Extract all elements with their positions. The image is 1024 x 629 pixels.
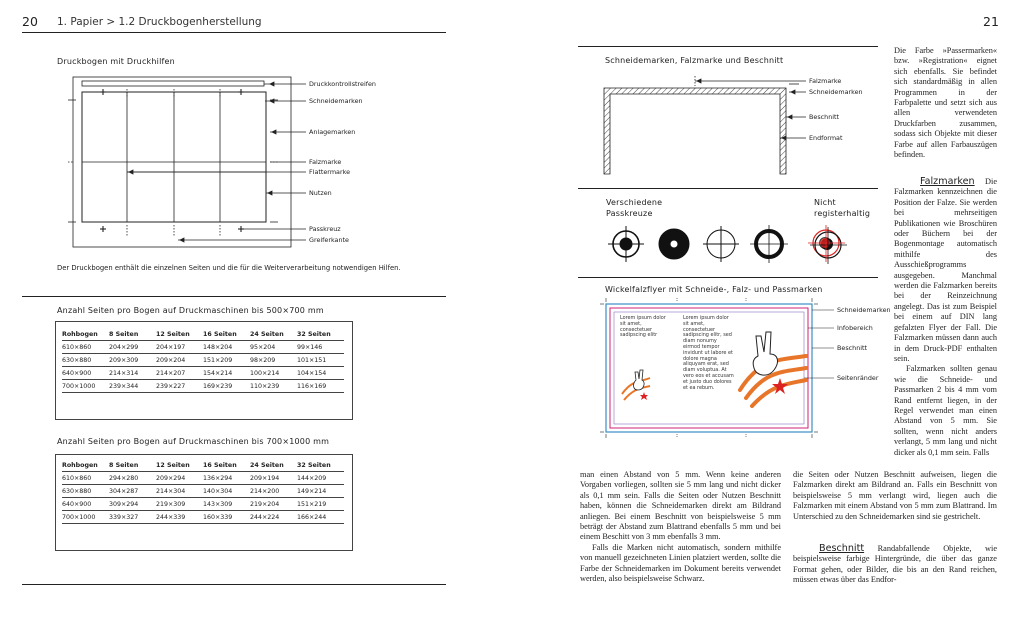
table-cell: 214×304 [156, 485, 203, 498]
table-row [62, 380, 344, 393]
table-header-row [62, 328, 344, 341]
table-cell: 151×219 [297, 498, 344, 511]
fig2-title: Schneidemarken, Falzmarke und Beschnitt [605, 56, 784, 65]
table-cell: 149×214 [297, 485, 344, 498]
register-marks [600, 222, 860, 266]
table-cell: 143×309 [203, 498, 250, 511]
label-beschnitt-2: Beschnitt [809, 113, 840, 121]
header-rule-left [22, 32, 446, 33]
body-column-2 [793, 470, 997, 586]
table-cell: 304×287 [109, 485, 156, 498]
fig4-title: Wickelfalzflyer mit Schneide-, Falz- und Passmarken [605, 285, 823, 294]
col-header: Rohbogen [62, 328, 109, 341]
cutmarks-diagram [600, 70, 810, 180]
col-header: 8 Seiten [109, 328, 156, 341]
beschnitt-keyword: Beschnitt [819, 543, 865, 555]
table-row [62, 341, 344, 354]
flyer-text-short: Lorem ipsum dolor sit amet, consectetuer sadipscing elitr [620, 315, 666, 339]
table-cell: 110×239 [250, 380, 297, 393]
label-falzmarke: Falzmarke [309, 158, 342, 166]
fig3-right-title-1: Nicht [814, 198, 836, 207]
flyer-text-long: Lorem ipsum dolor sit amet, consectetuer sadipscing elitr, sed diam nonumy eirmod tempor invidunt ut labore et dolore magna aliquyam erat, sed diam voluptua. At vero eos et accusam et justo duo dolores et ea rebum. [683, 315, 734, 391]
table1-title: Anzahl Seiten pro Bogen auf Druckmaschinen bis 500×700 mm [57, 306, 324, 315]
table-cell: 610×860 [62, 341, 109, 354]
page-number-left: 20 [22, 14, 38, 29]
table-cell: 239×344 [109, 380, 156, 393]
table-cell: 309×294 [109, 498, 156, 511]
sidebar-paragraph: Die Farbe »Passermarken« bzw. »Registration« eignet sich ebenfalls. Sie befindet sich standardmäßig in allen Programmen in der Farbpalette und setzt sich aus allen verwendeten Druckfarben zusammen, sodass sich Objekte mit dieser Farbe auf allen Farbauszügen befinden. [894, 46, 997, 160]
label-schneidemarken-2: Schneidemarken [809, 88, 863, 96]
table-cell: 630×880 [62, 354, 109, 367]
table-row [62, 498, 344, 511]
col-header: 16 Seiten [203, 459, 250, 472]
table2-title: Anzahl Seiten pro Bogen auf Druckmaschinen bis 700×1000 mm [57, 437, 330, 446]
falzmarken-section [894, 177, 997, 458]
col-header: 24 Seiten [250, 459, 297, 472]
fig3-right-title-2: registerhaltig [814, 209, 871, 218]
col-header: 16 Seiten [203, 328, 250, 341]
table-cell: 700×1000 [62, 380, 109, 393]
table-cell: 140×304 [203, 485, 250, 498]
label-beschnitt-3: Beschnitt [837, 344, 868, 352]
table-cell: 209×194 [250, 472, 297, 485]
label-infobereich: Infobereich [837, 324, 873, 332]
body-paragraph: die Seiten oder Nutzen Beschnitt aufweisen, liegen die Falzmarken direkt am Bildrand an. Falls ein Beschnitt von beispielsweise 5 mm verlangt wird, liegen auch die Falzmarken mit einem Abstand von 5 mm zum Blattrand. Im Unterschied zu den Schneidemarken sind sie gestrichelt. [793, 470, 997, 521]
section-rule-right-1 [578, 188, 878, 189]
label-endformat: Endformat [809, 134, 843, 142]
sidebar-text [894, 46, 997, 160]
label-falzmarke-2: Falzmarke [809, 77, 842, 85]
falzmarken-keyword: Falzmarken [920, 176, 975, 187]
table-cell: 239×227 [156, 380, 203, 393]
col-header: 12 Seiten [156, 328, 203, 341]
table-cell: 144×209 [297, 472, 344, 485]
table-row [62, 354, 344, 367]
table-cell: 98×209 [250, 354, 297, 367]
table-cell: 99×146 [297, 341, 344, 354]
table-cell: 214×200 [250, 485, 297, 498]
table-cell: 214×314 [109, 367, 156, 380]
table-row [62, 367, 344, 380]
label-flattermarke: Flattermarke [309, 168, 350, 176]
table-cell: 151×209 [203, 354, 250, 367]
table-cell: 209×294 [156, 472, 203, 485]
table-header-row [62, 459, 344, 472]
label-nutzen: Nutzen [309, 189, 332, 197]
table-cell: 294×280 [109, 472, 156, 485]
table-row [62, 485, 344, 498]
table1 [62, 328, 344, 393]
table-cell: 136×294 [203, 472, 250, 485]
fig1-caption: Der Druckbogen enthält die einzelnen Seiten und die für die Weiterverarbeitung notwendigen Hilfen. [57, 264, 401, 272]
running-head: 1. Papier > 1.2 Druckbogenherstellung [57, 16, 262, 28]
label-schneidemarken-3: Schneidemarken [837, 306, 891, 314]
fig3-left-title-2: Passkreuze [606, 209, 653, 218]
body-paragraph: man einen Abstand von 5 mm. Wenn keine anderen Vorgaben vorliegen, sollten sie 5 mm lang und nicht dicker als 0,1 mm sein. Falls die Seiten oder Nutzen Beschnitt haben, können die Schneidemarken direkt am Bildrand anliegen. Bei einem Beschnitt von beispielsweise 5 mm beträgt der Abstand zum Blattrand ebenfalls 5 mm und bei einem Beschitt von 3 mm ebenfalls 3 mm. [580, 470, 781, 542]
table-cell: 339×327 [109, 511, 156, 524]
section-rule-right-2 [578, 277, 878, 278]
label-greiferkante: Greiferkante [309, 236, 349, 244]
col-header: 8 Seiten [109, 459, 156, 472]
control-strip [82, 81, 264, 86]
table-row [62, 472, 344, 485]
table-cell: 244×224 [250, 511, 297, 524]
table-cell: 610×860 [62, 472, 109, 485]
table-cell: 700×1000 [62, 511, 109, 524]
table-cell: 630×880 [62, 485, 109, 498]
label-seitenraender: Seitenränder [837, 374, 879, 382]
label-schneidemarken: Schneidemarken [309, 97, 363, 105]
table-cell: 160×339 [203, 511, 250, 524]
table-cell: 95×204 [250, 341, 297, 354]
table-cell: 104×154 [297, 367, 344, 380]
table-cell: 219×204 [250, 498, 297, 511]
table-cell: 640×900 [62, 367, 109, 380]
fig3-left-title-1: Verschiedene [606, 198, 663, 207]
label-anlagemarken: Anlagemarken [309, 128, 356, 136]
table-cell: 209×309 [109, 354, 156, 367]
table-cell: 101×151 [297, 354, 344, 367]
body-paragraph: Falls die Marken nicht automatisch, sondern mithilfe von manuell gezeichneten Linien platziert werden, sollte die Farbe der Schneidemarken im Dokument bereits verwendet werden, also beispielsweise Schwarz. [580, 542, 781, 584]
table-cell: 209×204 [156, 354, 203, 367]
page-number-right: 21 [983, 14, 999, 29]
col-header: 32 Seiten [297, 459, 344, 472]
table-cell: 214×207 [156, 367, 203, 380]
fig1-title: Druckbogen mit Druckhilfen [57, 57, 175, 66]
label-druckkontrollstreifen: Druckkontrollstreifen [309, 80, 376, 88]
table-cell: 244×339 [156, 511, 203, 524]
label-passkreuz: Passkreuz [309, 225, 341, 233]
table-row [62, 511, 344, 524]
section-rule-1 [22, 296, 446, 297]
table-cell: 204×197 [156, 341, 203, 354]
col-header: 32 Seiten [297, 328, 344, 341]
table-cell: 219×309 [156, 498, 203, 511]
beschnitt-text: Randabfallende Objekte, wie beispielsweise farbige Hintergründe, die über das ganze Format gehen, oder Bilder, die bis an den Rand reichen, müssen etwas über das Endfor- [793, 544, 998, 585]
col-header: 24 Seiten [250, 328, 297, 341]
falzmarken-text-2: Falzmarken sollten genau wie die Schneide- und Passmarken 2 bis 4 mm vom Rand entfernt liegen, in der Regel verwendet man einen Abstand von 5 mm. Sie sollten, wenn nicht anders verlangt, 5 mm lang und nicht dicker als 0,1 mm sein. Falls [894, 364, 997, 457]
table-cell: 100×214 [250, 367, 297, 380]
col-header: 12 Seiten [156, 459, 203, 472]
col-header: Rohbogen [62, 459, 109, 472]
header-rule-right [578, 46, 878, 47]
table-cell: 640×900 [62, 498, 109, 511]
table-cell: 204×299 [109, 341, 156, 354]
table-cell: 169×239 [203, 380, 250, 393]
table-cell: 148×204 [203, 341, 250, 354]
table-cell: 116×169 [297, 380, 344, 393]
footer-rule-left [22, 584, 446, 585]
falzmarken-text: Die Falzmarken kennzeichnen die Position der Falze. Sie werden bei mehrseitigen Publikationen wie Broschüren oder Büchern bei der Bogenmontage automatisch mithilfe des Ausschießprogramms ausgegeben. Manchmal werden die Falzmarken bereits bei der Reinzeichnung angelegt. Das ist zum Beispiel bei einem auf DIN lang gefalzten Flyer der Fall. Die Falzmarken müssen dann auch in dem Druck-PDF enthalten sein. [894, 177, 997, 363]
body-column-1 [580, 470, 781, 584]
table-cell: 166×244 [297, 511, 344, 524]
table2 [62, 459, 344, 524]
table-cell: 154×214 [203, 367, 250, 380]
